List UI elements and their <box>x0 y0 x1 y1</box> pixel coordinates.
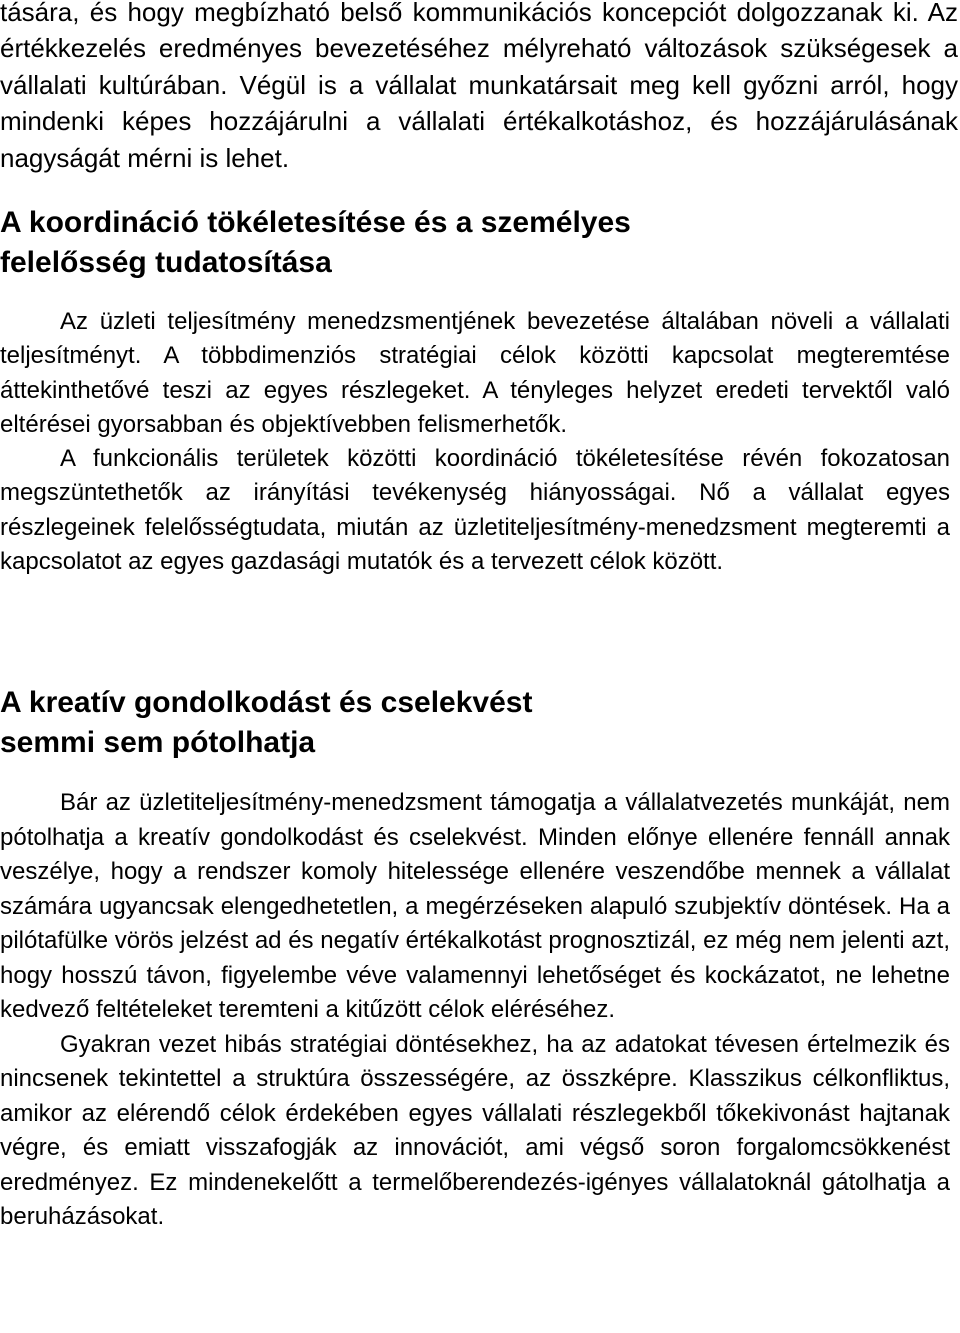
heading-line: semmi sem pótolhatja <box>0 726 316 759</box>
body-paragraph: Gyakran vezet hibás stratégiai döntésekhez, ha az adatokat tévesen értelmezik és nincsenek tekintettel a struktúra összességére, az összképre. Klasszikus célkonfliktus, amikor az elérendő célok érdekében egyes vállalati részlegekből tőkekivonást hajtanak végre, és emiatt visszafogják az innovációt, ami végső soron forgalomcsökkenést eredményez. Ez mindenekelőtt a termelőberendezés-igényes vállalatoknál gátolhatja a beruházásokat. <box>0 1030 950 1230</box>
intro-paragraph: tására, és hogy megbízható belső kommunikációs koncepciót dolgozzanak ki. Az értékkezelés eredményes bevezetéséhez mélyreható változások szükségesek a vállalati kultúrában. Végül is a vállalat munkatársait meg kell győzni arról, hogy mindenki képes hozzájárulni a vállalati értékalkotáshoz, és hozzájárulásának nagyságát mérni is lehet. <box>0 0 958 173</box>
body-paragraph: Bár az üzletiteljesítmény-menedzsment támogatja a vállalatvezetés munkáját, nem pótolhatja a kreatív gondolkodást és cselekvést. Minden előnye ellenére fennáll annak veszélye, hogy a rendszer komoly hitelessége ellenére veszendőbe mennek a vállalat számára ugyancsak elengedhetetlen, a megérzéseken alapuló szubjektív döntések. Ha a pilótafülke vörös jelzést ad és negatív értékalkotást prognosztizál, ez még nem jelenti azt, hogy hosszú távon, figyelembe véve valamennyi lehetőséget és kockázatot, ne lehetne kedvező feltételeket teremteni a kitűzött célok eléréséhez. <box>0 789 950 1023</box>
section-heading-coordination <box>0 203 950 283</box>
section-heading-creative-thinking <box>0 683 950 763</box>
body-paragraph: Az üzleti teljesítmény menedzsmentjének bevezetése általában növeli a vállalati teljesítményt. A többdimenziós stratégiai célok közötti kapcsolat megteremtése áttekinthetővé teszi az egyes részlegeket. A tényleges helyzet eredeti tervektől való eltérései gyorsabban és objektívebben felismerhetők. <box>0 308 950 438</box>
heading-line: A kreatív gondolkodást és cselekvést <box>0 686 533 719</box>
section-body-creative-thinking <box>0 786 950 1235</box>
section-body-coordination <box>0 305 950 579</box>
heading-line: felelősség tudatosítása <box>0 246 332 279</box>
body-paragraph: A funkcionális területek közötti koordináció tökéletesítése révén fokozatosan megszüntethetők az irányítási tevékenység hiányosságai. Nő a vállalat egyes részlegeinek felelősségtudata, miután az üzletiteljesítmény-menedzsment megteremti a kapcsolatot az egyes gazdasági mutatók és a tervezett célok között. <box>0 445 950 576</box>
heading-line: A koordináció tökéletesítése és a személyes <box>0 206 631 239</box>
